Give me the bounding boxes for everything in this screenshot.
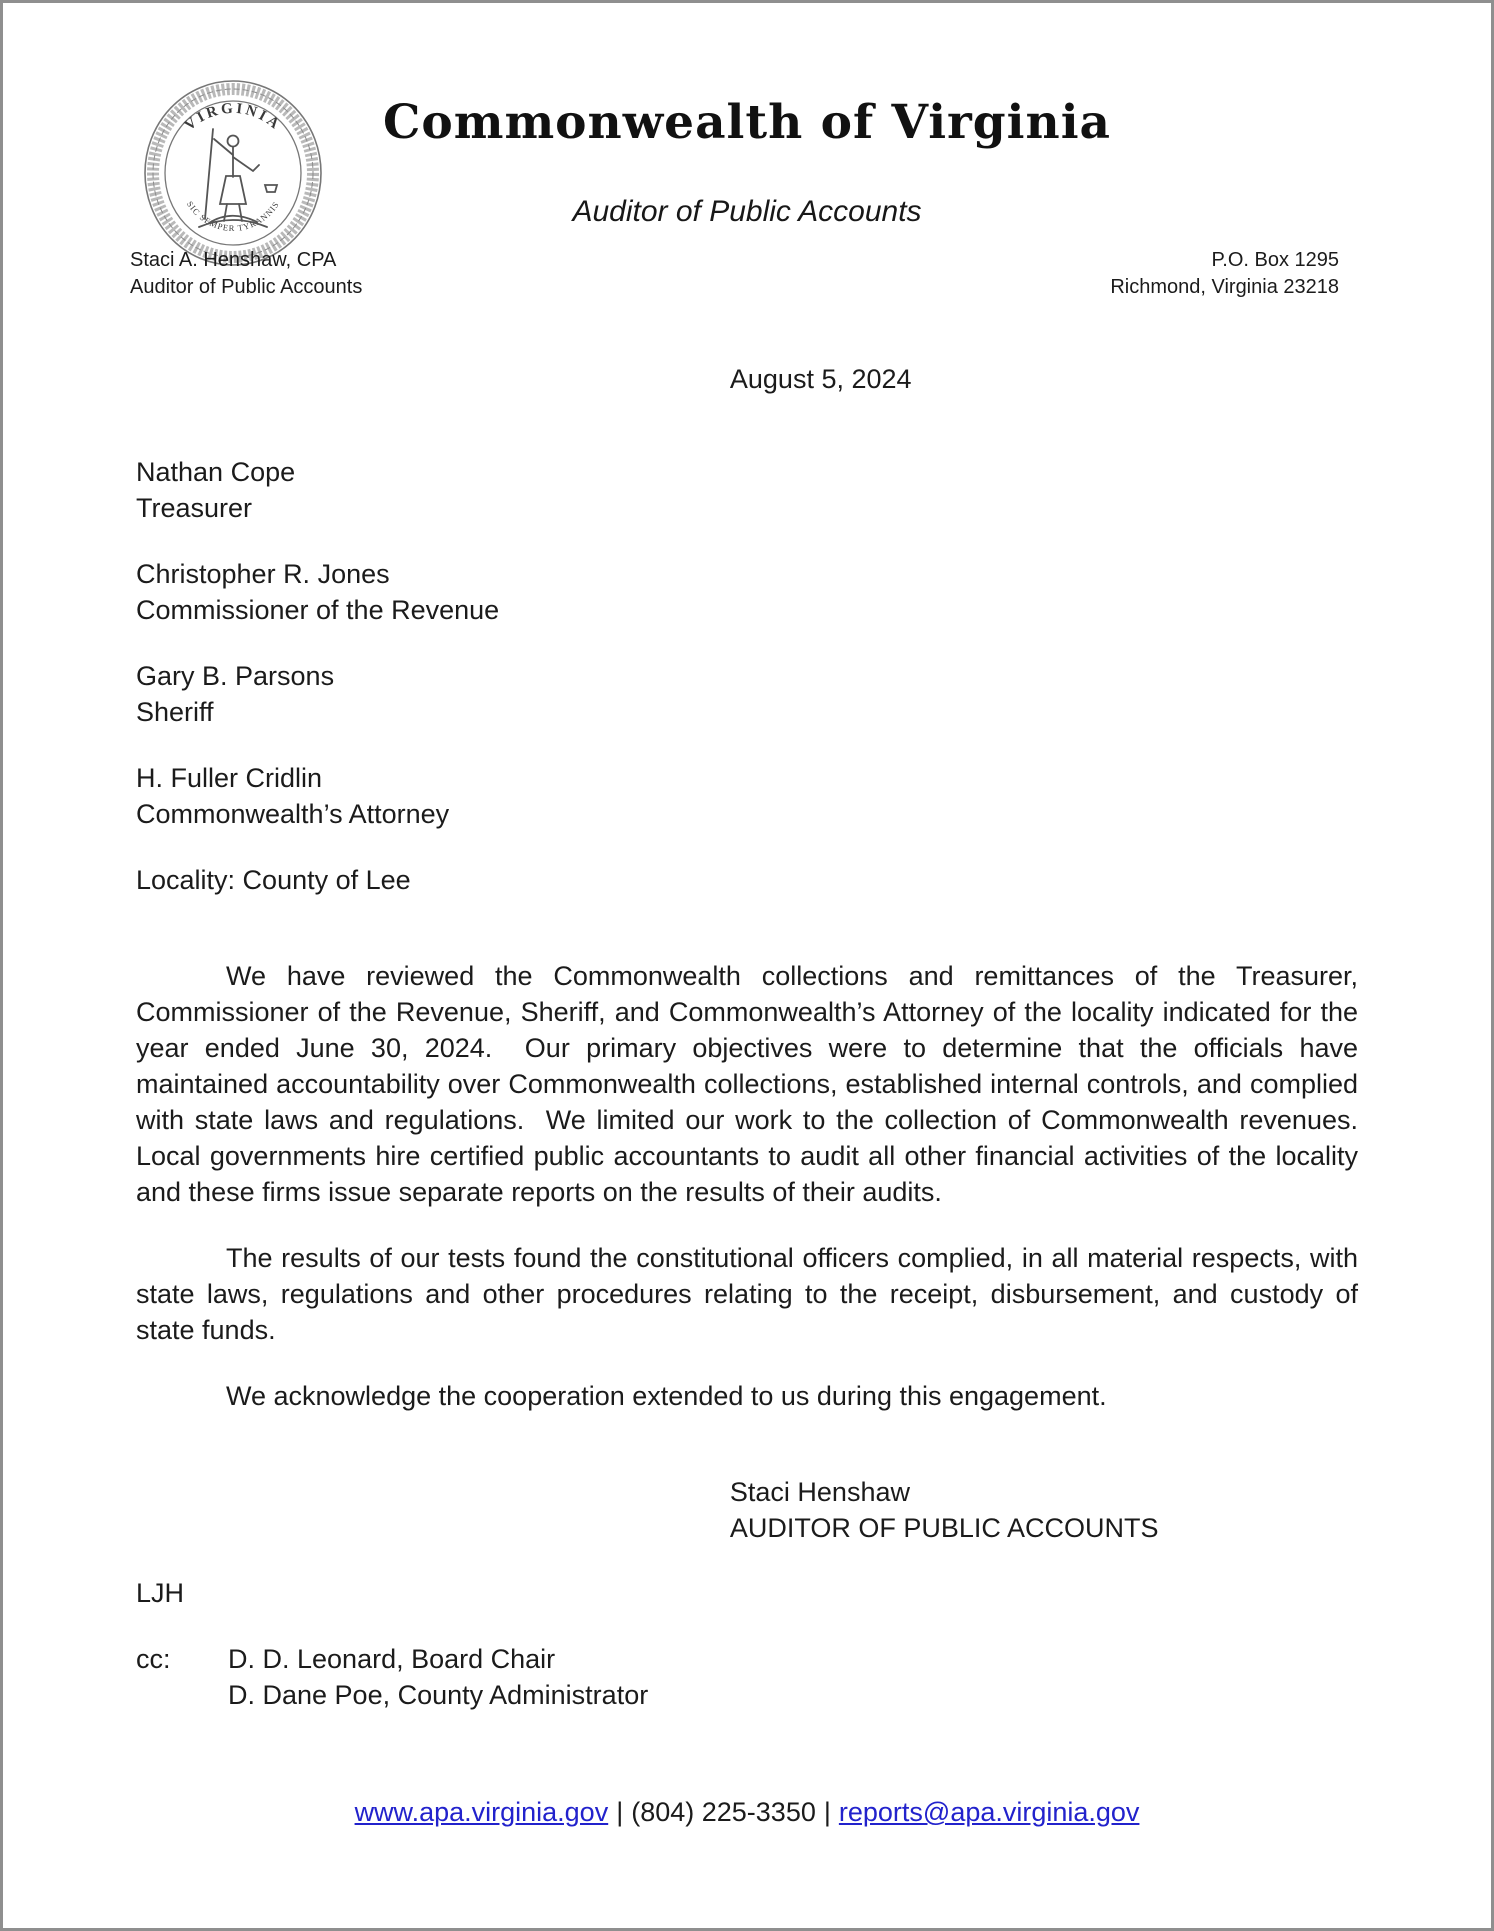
cc-label: cc: xyxy=(136,1644,171,1674)
auditor-title: Auditor of Public Accounts xyxy=(130,276,363,298)
letter-body xyxy=(136,361,1366,1713)
recipient-title: Treasurer xyxy=(136,493,253,523)
office-address-block xyxy=(1110,247,1339,301)
recipient-name: Nathan Cope xyxy=(136,457,296,487)
org-subtitle: Auditor of Public Accounts xyxy=(572,195,922,228)
letter-footer xyxy=(3,1797,1491,1828)
svg-text:SIC SEMPER TYRANNIS: SIC SEMPER TYRANNIS xyxy=(184,199,282,234)
website-link[interactable]: www.apa.virginia.gov xyxy=(354,1797,609,1827)
recipient-name: Gary B. Parsons xyxy=(136,661,335,691)
locality-line: Locality: County of Lee xyxy=(136,865,411,895)
cc-block xyxy=(136,1641,1358,1713)
recipient-sheriff xyxy=(136,658,1358,730)
footer-separator: | xyxy=(823,1797,831,1827)
signature-title: AUDITOR OF PUBLIC ACCOUNTS xyxy=(729,1513,1159,1543)
auditor-name: Staci A. Henshaw, CPA xyxy=(130,249,337,271)
auditor-contact-block xyxy=(130,247,362,301)
recipient-attorney xyxy=(136,760,1358,832)
body-paragraph-2: The results of our tests found the constitutional officers complied, in all material respects, with state laws, regulations and other procedures relating to the receipt, disbursement, and custody of state funds. xyxy=(136,1243,1366,1345)
recipient-commissioner xyxy=(136,556,1358,628)
signature-name: Staci Henshaw xyxy=(729,1477,910,1507)
recipient-title: Commonwealth’s Attorney xyxy=(136,799,450,829)
email-link[interactable]: reports@apa.virginia.gov xyxy=(838,1797,1140,1827)
address-city: Richmond, Virginia 23218 xyxy=(1110,276,1339,298)
body-paragraph-3: We acknowledge the cooperation extended to us during this engagement. xyxy=(226,1381,1107,1411)
cc-name: D. D. Leonard, Board Chair xyxy=(228,1644,556,1674)
cc-names xyxy=(228,1641,648,1713)
recipient-name: Christopher R. Jones xyxy=(136,559,390,589)
recipient-treasurer xyxy=(136,454,1358,526)
recipient-title: Commissioner of the Revenue xyxy=(136,595,500,625)
footer-separator: | xyxy=(616,1797,624,1827)
recipient-title: Sheriff xyxy=(136,697,214,727)
letter-date: August 5, 2024 xyxy=(729,364,912,394)
cc-name: D. Dane Poe, County Administrator xyxy=(228,1680,649,1710)
address-po-box: P.O. Box 1295 xyxy=(1211,249,1339,271)
org-title: Commonwealth of Virginia xyxy=(382,95,1112,150)
body-paragraph-1: We have reviewed the Commonwealth collections and remittances of the Treasurer, Commissioner of the Revenue, Sheriff, and Commonwealth’s Attorney of the locality indicated for the year ended June 30, 2024. Our primary objectives were to determine that the officials have maintained accountability over Commonwealth collections, established internal controls, and complied with state laws and regulations. We limited our work to the collection of Commonwealth revenues. Local governments hire certified public accountants to audit all other financial activities of the locality and these firms issue separate reports on the results of their audits. xyxy=(136,961,1366,1207)
phone-number: (804) 225-3350 xyxy=(631,1797,816,1827)
signature-block xyxy=(730,1474,1358,1546)
svg-text:VIRGINIA: VIRGINIA xyxy=(181,100,285,134)
typist-initials: LJH xyxy=(136,1578,185,1608)
recipient-name: H. Fuller Cridlin xyxy=(136,763,323,793)
